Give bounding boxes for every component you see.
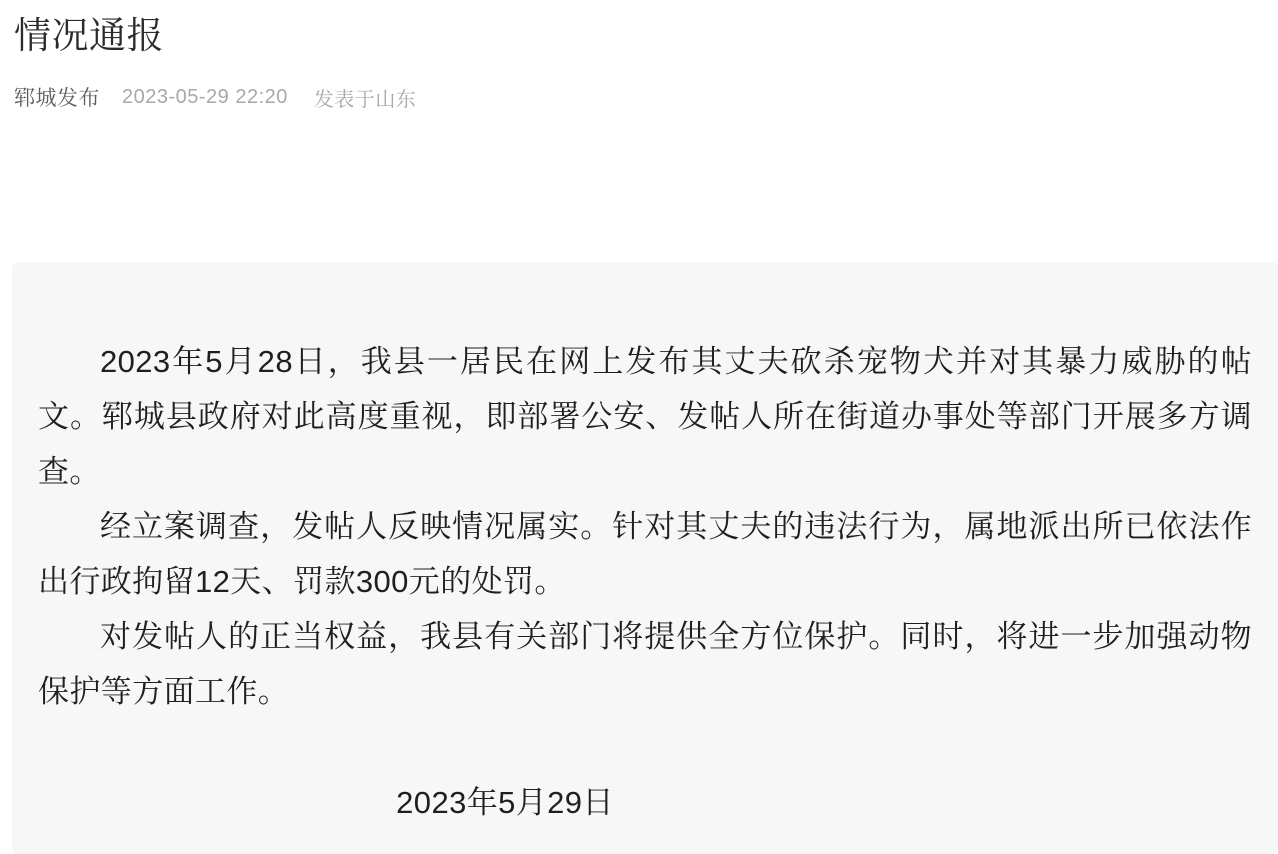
notice-paragraph-2: 经立案调查，发帖人反映情况属实。针对其丈夫的违法行为，属地派出所已依法作出行政拘留12天、罚款300元的处罚。 — [38, 509, 1252, 599]
article-container — [12, 0, 1278, 854]
notice-card — [12, 262, 1278, 854]
article-location: 发表于山东 — [313, 88, 417, 111]
article-author[interactable]: 郓城发布 — [14, 87, 100, 110]
notice-body — [38, 334, 1252, 719]
article-header — [12, 0, 1278, 112]
article-meta — [14, 82, 1278, 112]
article-timestamp: 2023-05-29 22:20 — [122, 85, 288, 108]
notice-paragraph-1: 2023年5月28日，我县一居民在网上发布其丈夫砍杀宠物犬并对其暴力威胁的帖文。郓城县政府对此高度重视，即部署公安、发帖人所在街道办事处等部门开展多方调查。 — [38, 344, 1252, 489]
notice-paragraph-3: 对发帖人的正当权益，我县有关部门将提供全方位保护。同时，将进一步加强动物保护等方面工作。 — [38, 619, 1252, 709]
page-title: 情况通报 — [14, 15, 164, 56]
page-left-gutter — [0, 0, 12, 854]
notice-signature-date: 2023年5月29日 — [396, 785, 614, 820]
